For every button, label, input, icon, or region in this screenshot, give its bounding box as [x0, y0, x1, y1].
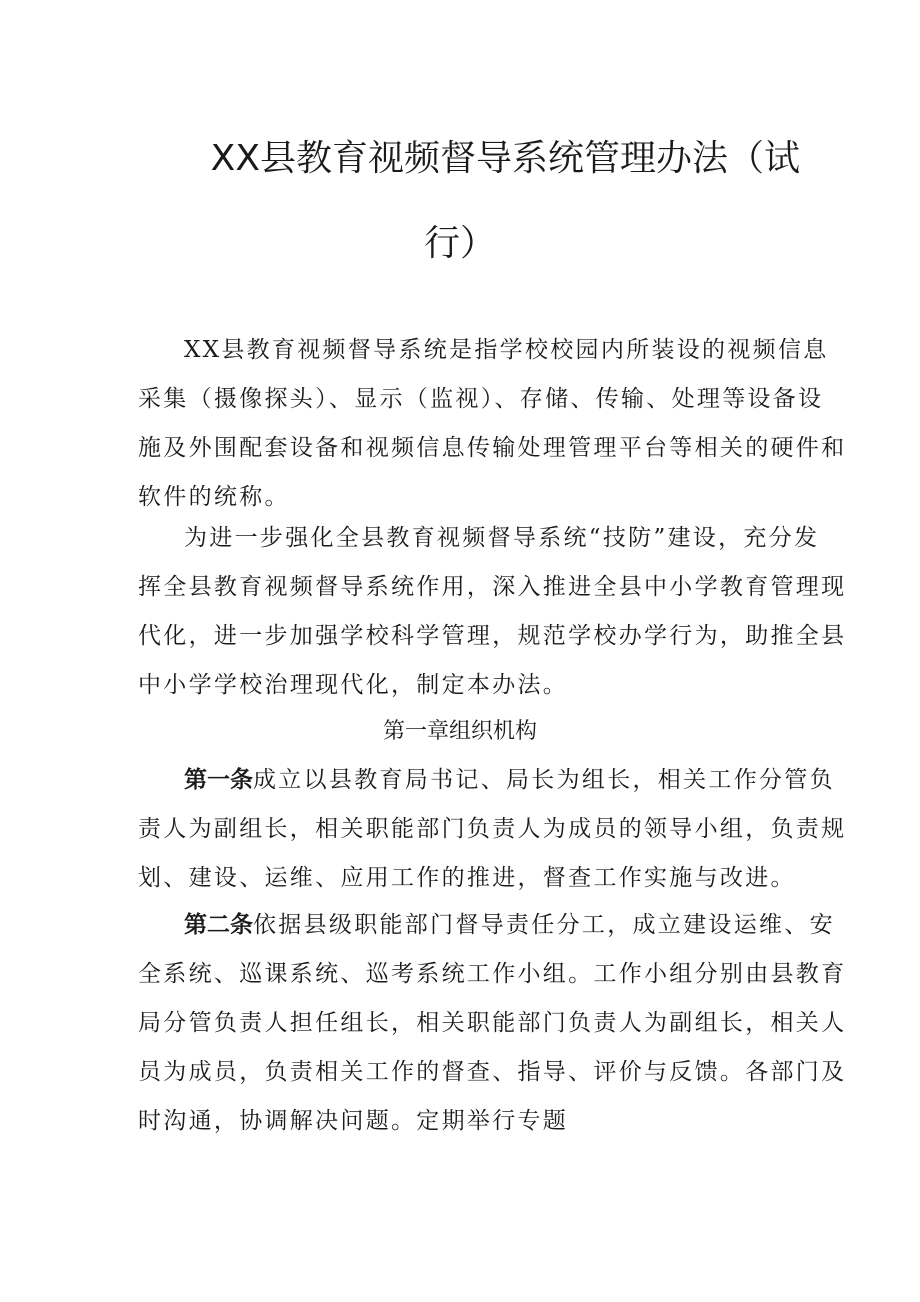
paragraph-line — [138, 756, 835, 805]
paragraph-line: 采集（摄像探头）、显示（监视）、存储、传输、处理等设备设 — [138, 386, 824, 412]
chapter-heading: 第一章组织机构 — [382, 719, 537, 744]
paragraph-line — [138, 901, 835, 950]
paragraph-line: 挥全县教育视频督导系统作用，深入推进全县中小学教育管理现 — [138, 574, 847, 600]
document-title-line-1: XX县教育视频督导系统管理办法（试 — [210, 138, 800, 179]
article-text: 成立以县教育局书记、局长为组长，相关工作分管负 — [253, 767, 835, 793]
paragraph-line: 施及外围配套设备和视频信息传输处理管理平台等相关的硬件和 — [138, 435, 847, 461]
paragraph-line: 责人为副组长，相关职能部门负责人为成员的领导小组，负责规 — [138, 816, 847, 842]
paragraph-line: 代化，进一步加强学校科学管理，规范学校办学行为，助推全县 — [138, 623, 847, 649]
purpose-paragraph — [138, 514, 847, 710]
paragraph-line: 全系统、巡课系统、巡考系统工作小组。工作小组分别由县教育 — [138, 961, 847, 987]
article-label: 第二条 — [184, 912, 253, 938]
paragraph-line: 中小学学校治理现代化，制定本办法。 — [138, 672, 569, 698]
paragraph-line: 员为成员，负责相关工作的督查、指导、评价与反馈。各部门及 — [138, 1059, 847, 1085]
paragraph-line: 划、建设、运维、应用工作的推进，督查工作实施与改进。 — [138, 865, 796, 891]
article-label: 第一条 — [184, 767, 253, 793]
paragraph-line: 软件的统称。 — [138, 484, 290, 510]
paragraph-line: 局分管负责人担任组长，相关职能部门负责人为副组长，相关人 — [138, 1010, 847, 1036]
paragraph-line: 为进一步强化全县教育视频督导系统“技防”建设，充分发 — [184, 525, 820, 551]
article-1 — [138, 756, 847, 903]
paragraph-line: XX县教育视频督导系统是指学校校园内所装设的视频信息 — [184, 337, 829, 363]
intro-paragraph — [138, 326, 847, 522]
paragraph-line: 时沟通，协调解决问题。定期举行专题 — [138, 1108, 569, 1134]
article-text: 依据县级职能部门督导责任分工，成立建设运维、安 — [253, 912, 835, 938]
article-2 — [138, 901, 847, 1146]
document-title-line-2: 行） — [423, 223, 496, 264]
